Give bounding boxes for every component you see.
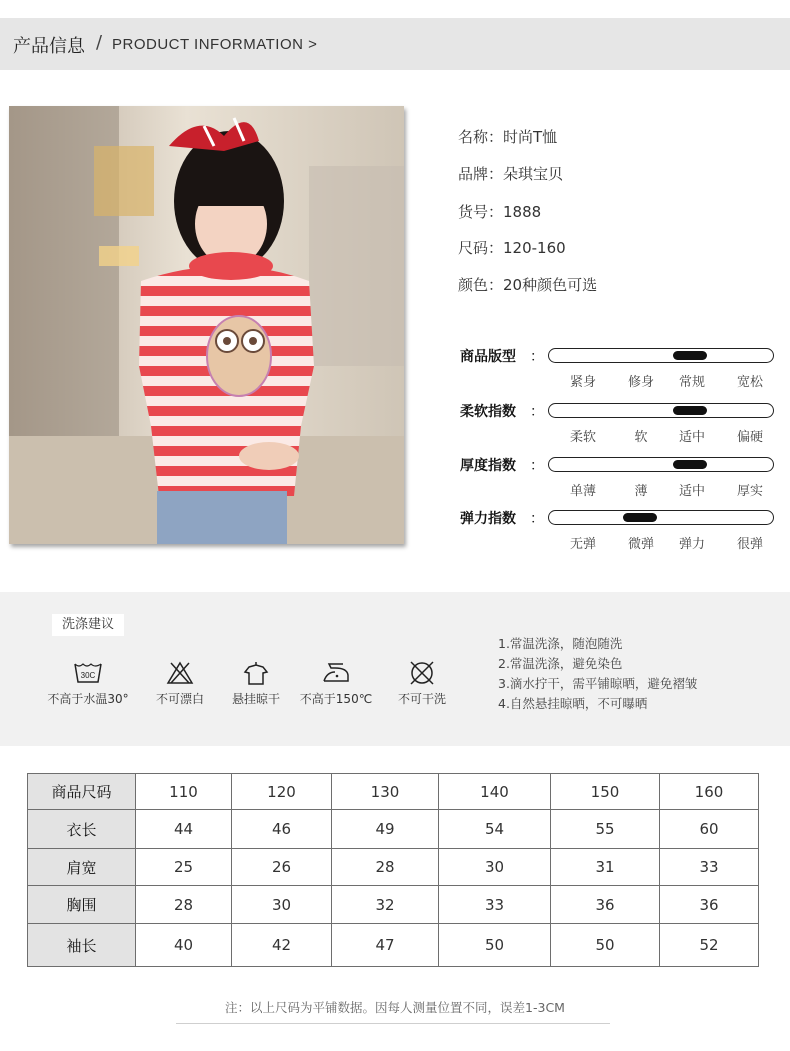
index-softness-knob	[673, 406, 707, 415]
wash-30-icon	[73, 660, 103, 686]
index-elasticity-option: 弹力	[678, 537, 705, 552]
table-cell: 47	[332, 924, 439, 967]
table-cell: 50	[439, 924, 551, 967]
table-cell: 33	[439, 886, 551, 924]
table-cell: 28	[332, 849, 439, 886]
index-fit-option: 常规	[678, 375, 705, 390]
table-row-header: 胸围	[28, 886, 136, 924]
wash-tip: 2.常温洗涤，避免染色	[498, 656, 623, 671]
index-thickness-option: 薄	[634, 484, 648, 499]
no-dry-clean-icon	[407, 660, 437, 686]
table-cell: 55	[551, 810, 660, 849]
wash-tips	[498, 634, 697, 714]
index-softness-option: 适中	[678, 430, 705, 445]
index-fit-colon: ：	[530, 349, 544, 365]
wash-title: 洗涤建议	[52, 614, 124, 636]
index-fit	[458, 346, 778, 406]
info-color	[458, 274, 597, 295]
table-cell: 46	[232, 810, 332, 849]
info-size-value: 120-160	[503, 239, 566, 257]
index-thickness-colon: ：	[530, 458, 544, 474]
iron-150-icon	[321, 660, 351, 686]
table-header-cell: 110	[136, 774, 232, 810]
info-brand-value: 朵琪宝贝	[503, 165, 564, 183]
care-label-hang: 悬挂晾干	[231, 692, 280, 706]
table-header-cell: 140	[439, 774, 551, 810]
table-row-header: 衣长	[28, 810, 136, 849]
product-photo	[9, 106, 404, 544]
index-softness-bar	[548, 403, 774, 418]
table-cell: 44	[136, 810, 232, 849]
wash-tip: 3.滴水拧干，需平铺晾晒，避免褶皱	[498, 676, 698, 691]
index-fit-option: 修身	[627, 375, 654, 390]
index-thickness-knob	[673, 460, 707, 469]
table-cell: 36	[551, 886, 660, 924]
info-color-label: 颜色：	[458, 276, 504, 294]
index-thickness-option: 适中	[678, 484, 705, 499]
index-elasticity-option: 微弹	[627, 537, 654, 552]
table-row	[28, 849, 759, 886]
table-cell: 40	[136, 924, 232, 967]
table-row-header: 袖长	[28, 924, 136, 967]
info-brand-label: 品牌：	[458, 165, 504, 183]
index-elasticity-knob	[623, 513, 657, 522]
size-table	[27, 773, 759, 967]
index-fit-knob	[673, 351, 707, 360]
info-sku-value: 1888	[503, 203, 542, 221]
care-label-dryclean: 不可干洗	[397, 692, 446, 706]
table-header-cell: 160	[660, 774, 759, 810]
index-fit-label: 商品版型	[460, 349, 516, 365]
care-label-iron: 不高于150℃	[299, 692, 373, 706]
table-row	[28, 810, 759, 849]
care-item-wash	[43, 660, 133, 707]
table-cell: 52	[660, 924, 759, 967]
info-sku-label: 货号：	[458, 203, 504, 221]
table-header-cell: 150	[551, 774, 660, 810]
section-title-en: PRODUCT INFORMATION >	[112, 36, 318, 53]
table-cell: 26	[232, 849, 332, 886]
index-thickness-bar	[548, 457, 774, 472]
hang-dry-icon	[241, 660, 271, 686]
table-cell: 30	[439, 849, 551, 886]
index-elasticity-colon: ：	[530, 511, 544, 527]
index-softness	[458, 401, 778, 461]
info-name-value: 时尚T恤	[503, 128, 558, 146]
info-size-label: 尺码：	[458, 239, 504, 257]
wash-section	[0, 592, 790, 746]
care-item-dryclean	[377, 660, 467, 707]
index-elasticity-option: 很弹	[736, 537, 763, 552]
index-elasticity	[458, 508, 778, 568]
table-row	[28, 886, 759, 924]
table-cell: 49	[332, 810, 439, 849]
table-cell: 25	[136, 849, 232, 886]
index-thickness-option: 厚实	[736, 484, 763, 499]
info-color-value: 20种颜色可选	[503, 276, 598, 294]
index-softness-option: 柔软	[569, 430, 596, 445]
table-header-cell: 商品尺码	[28, 774, 136, 810]
no-bleach-icon	[165, 660, 195, 686]
info-brand	[458, 163, 563, 184]
section-title-cn: 产品信息	[13, 36, 85, 57]
index-softness-label: 柔软指数	[460, 404, 516, 420]
index-elasticity-bar	[548, 510, 774, 525]
index-thickness-option: 单薄	[569, 484, 596, 499]
info-name-label: 名称：	[458, 128, 504, 146]
table-cell: 60	[660, 810, 759, 849]
info-size	[458, 237, 566, 258]
size-table-header-row	[28, 774, 759, 810]
wash-tip: 1.常温洗涤，随泡随洗	[498, 636, 623, 651]
index-fit-bar	[548, 348, 774, 363]
info-sku	[458, 201, 541, 222]
table-cell: 50	[551, 924, 660, 967]
table-row	[28, 924, 759, 967]
table-cell: 28	[136, 886, 232, 924]
care-label-wash: 不高于水温30°	[47, 692, 129, 706]
index-thickness	[458, 455, 778, 515]
index-elasticity-label: 弹力指数	[460, 511, 516, 527]
measurement-note: 注：以上尺码为平铺数据。因每人测量位置不同，误差1-3CM	[225, 1000, 565, 1015]
care-label-bleach: 不可漂白	[155, 692, 204, 706]
table-cell: 30	[232, 886, 332, 924]
index-fit-option: 宽松	[736, 375, 763, 390]
note-divider	[176, 1023, 610, 1024]
table-cell: 42	[232, 924, 332, 967]
index-thickness-label: 厚度指数	[460, 458, 516, 474]
index-softness-option: 偏硬	[736, 430, 763, 445]
table-cell: 31	[551, 849, 660, 886]
care-item-hang	[211, 660, 301, 707]
index-softness-option: 软	[634, 430, 648, 445]
table-header-cell: 120	[232, 774, 332, 810]
table-header-cell: 130	[332, 774, 439, 810]
index-elasticity-option: 无弹	[569, 537, 596, 552]
table-cell: 36	[660, 886, 759, 924]
care-item-iron	[291, 660, 381, 707]
wash-tip: 4.自然悬挂晾晒，不可曝晒	[498, 696, 648, 711]
table-row-header: 肩宽	[28, 849, 136, 886]
info-name	[458, 126, 557, 147]
index-fit-option: 紧身	[569, 375, 596, 390]
wash-30-icon-text: 30C	[80, 671, 96, 680]
index-softness-colon: ：	[530, 404, 544, 420]
title-separator: /	[96, 32, 103, 53]
section-header	[0, 18, 790, 70]
table-cell: 54	[439, 810, 551, 849]
table-cell: 33	[660, 849, 759, 886]
table-cell: 32	[332, 886, 439, 924]
